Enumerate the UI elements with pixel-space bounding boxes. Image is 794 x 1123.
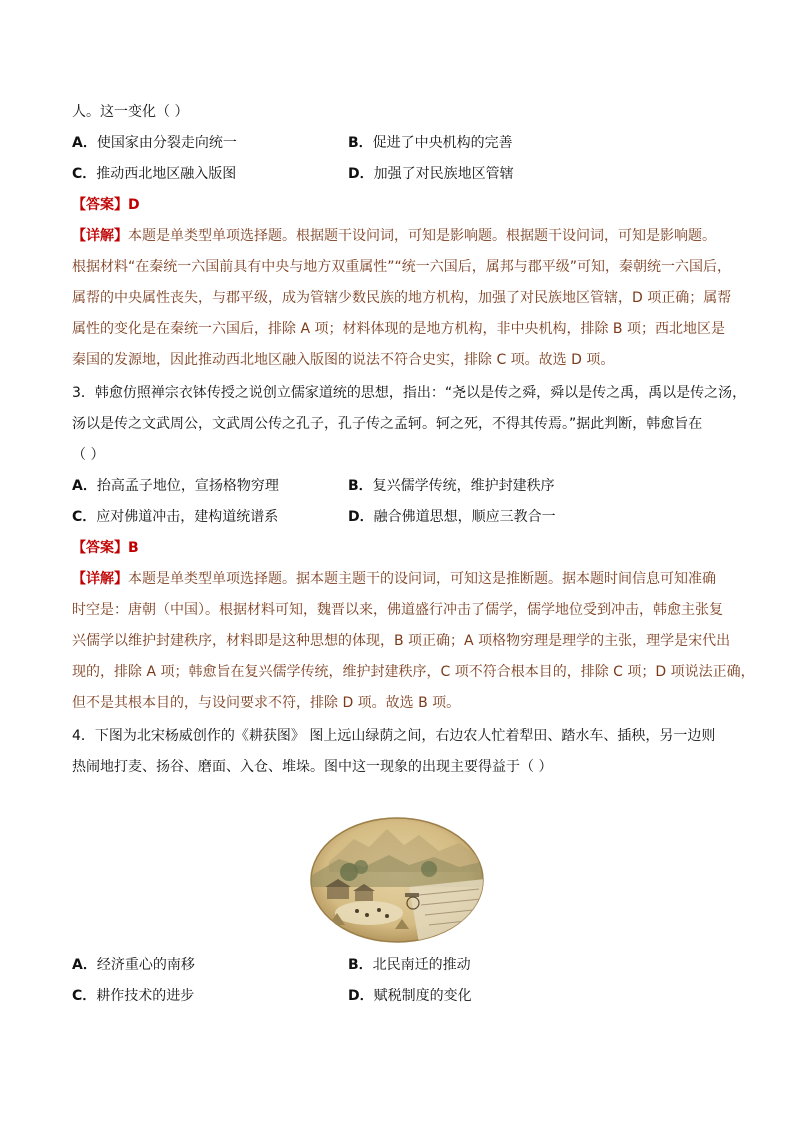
q3-explain-text-1: 本题是单类型单项选择题。据本题主题干的设问词，可知这是推断题。据本题时间信息可知准确 xyxy=(128,571,716,587)
q2-option-a-text: 使国家由分裂走向统一 xyxy=(96,135,237,151)
q3-option-a-letter: A． xyxy=(72,478,97,494)
q3-option-c-letter: C． xyxy=(72,509,97,525)
q2-option-d-text: 加强了对民族地区管辖 xyxy=(373,166,514,182)
q3-option-d-text: 融合佛道思想，顺应三教合一 xyxy=(373,509,556,525)
q3-explain-line-2: 时空是：唐朝（中国）。根据材料可知，魏晋以来，佛道盛行冲击了儒学，儒学地位受到冲击，韩愈主张复 xyxy=(72,602,723,618)
q3-answer-label: 【答案】 xyxy=(72,540,128,556)
q4-stem-line-1: 4．下图为北宋杨威创作的《耕获图》 图上远山绿荫之间，右边农人忙着犁田、踏水车、插秧，另一边则 xyxy=(72,728,716,744)
q3-option-a-text: 抬高孟子地位，宣扬格物穷理 xyxy=(96,478,279,494)
q2-option-c xyxy=(72,164,236,184)
q3-option-a xyxy=(72,476,279,496)
q3-stem-line-3: （ ） xyxy=(72,447,105,463)
q4-option-c xyxy=(72,986,194,1006)
q4-option-b-text: 北民南迁的推动 xyxy=(372,957,471,973)
q2-option-c-text: 推动西北地区融入版图 xyxy=(96,166,237,182)
q4-option-d xyxy=(348,986,472,1006)
q2-answer-value: D xyxy=(128,197,140,213)
q2-explain-line-5: 秦国的发源地，因此推动西北地区融入版图的说法不符合史实，排除 C 项。故选 D 项。 xyxy=(72,352,615,368)
q3-explain-line-3: 兴儒学以维护封建秩序，材料即是这种思想的体现，B 项正确；A 项格物穷理是理学的主张，理学是宋代出 xyxy=(72,633,731,649)
q2-option-a xyxy=(72,133,237,153)
q4-option-b xyxy=(348,955,471,975)
q2-answer xyxy=(72,195,722,215)
q4-option-a-text: 经济重心的南移 xyxy=(96,957,195,973)
q4-option-c-letter: C． xyxy=(72,988,97,1004)
q3-explain-line-4: 现的，排除 A 项；韩愈旨在复兴儒学传统，维护封建秩序，C 项不符合根本目的，排除 C 项；D 项说法正确， xyxy=(72,664,755,680)
q3-option-b-letter: B． xyxy=(348,478,373,494)
q3-stem-line-1: 3．韩愈仿照禅宗衣钵传授之说创立儒家道统的思想，指出：“尧以是传之舜，舜以是传之禹，禹以是传之汤， xyxy=(72,385,747,401)
q2-option-b-letter: B． xyxy=(348,135,373,151)
q2-explain-line-1 xyxy=(72,226,722,246)
q2-explain-text-1: 本题是单类型单项选择题。根据题干设问词，可知是影响题。根据题干设问词，可知是影响题。 xyxy=(128,228,716,244)
q3-explain-line-1 xyxy=(72,569,722,589)
q2-explain-line-4: 属性的变化是在秦统一六国后，排除 A 项；材料体现的是地方机构，非中央机构，排除 B 项；西北地区是 xyxy=(72,321,725,337)
q3-stem-line-2: 汤以是传之文武周公，文武周公传之孔子，孔子传之孟轲。轲之死，不得其传焉。”据此判断，韩愈旨在 xyxy=(72,416,703,432)
q3-option-b xyxy=(348,476,555,496)
q3-option-c-text: 应对佛道冲击，建构道统谱系 xyxy=(96,509,279,525)
q4-option-b-letter: B． xyxy=(348,957,373,973)
q4-option-d-text: 赋税制度的变化 xyxy=(373,988,472,1004)
q2-option-a-letter: A． xyxy=(72,135,97,151)
q2-answer-label: 【答案】 xyxy=(72,197,128,213)
q3-answer xyxy=(72,538,722,558)
q3-option-b-text: 复兴儒学传统，维护封建秩序 xyxy=(372,478,555,494)
q4-option-d-letter: D． xyxy=(348,988,374,1004)
q3-answer-value: B xyxy=(128,540,139,556)
q2-explain-line-3: 属帮的中央属性丧失，与郡平级，成为管辖少数民族的地方机构，加强了对民族地区管辖，D 项正确；属帮 xyxy=(72,290,732,306)
q3-option-c xyxy=(72,507,278,527)
q4-option-c-text: 耕作技术的进步 xyxy=(96,988,195,1004)
q2-option-b xyxy=(348,133,513,153)
q3-explain-label: 【详解】 xyxy=(72,571,128,587)
q2-explain-label: 【详解】 xyxy=(72,228,128,244)
q4-stem-line-2: 热闹地打麦、扬谷、磨面、入仓、堆垛。图中这一现象的出现主要得益于（ ） xyxy=(72,759,553,775)
q3-option-d-letter: D． xyxy=(348,509,374,525)
gengtu-painting-image xyxy=(309,817,485,943)
q2-option-c-letter: C． xyxy=(72,166,97,182)
q3-explain-line-5: 但不是其根本目的，与设问要求不符，排除 D 项。故选 B 项。 xyxy=(72,695,461,711)
q2-explain-line-2: 根据材料“在秦统一六国前具有中央与地方双重属性”“统一六国后，属邦与郡平级”可知，秦朝统一六国后， xyxy=(72,259,732,275)
q2-option-b-text: 促进了中央机构的完善 xyxy=(372,135,513,151)
q4-option-a xyxy=(72,955,195,975)
q2-option-d xyxy=(348,164,514,184)
q4-option-a-letter: A． xyxy=(72,957,97,973)
q3-option-d xyxy=(348,507,556,527)
q2-stem-tail: 人。这一变化（ ） xyxy=(72,104,189,120)
q2-option-d-letter: D． xyxy=(348,166,374,182)
